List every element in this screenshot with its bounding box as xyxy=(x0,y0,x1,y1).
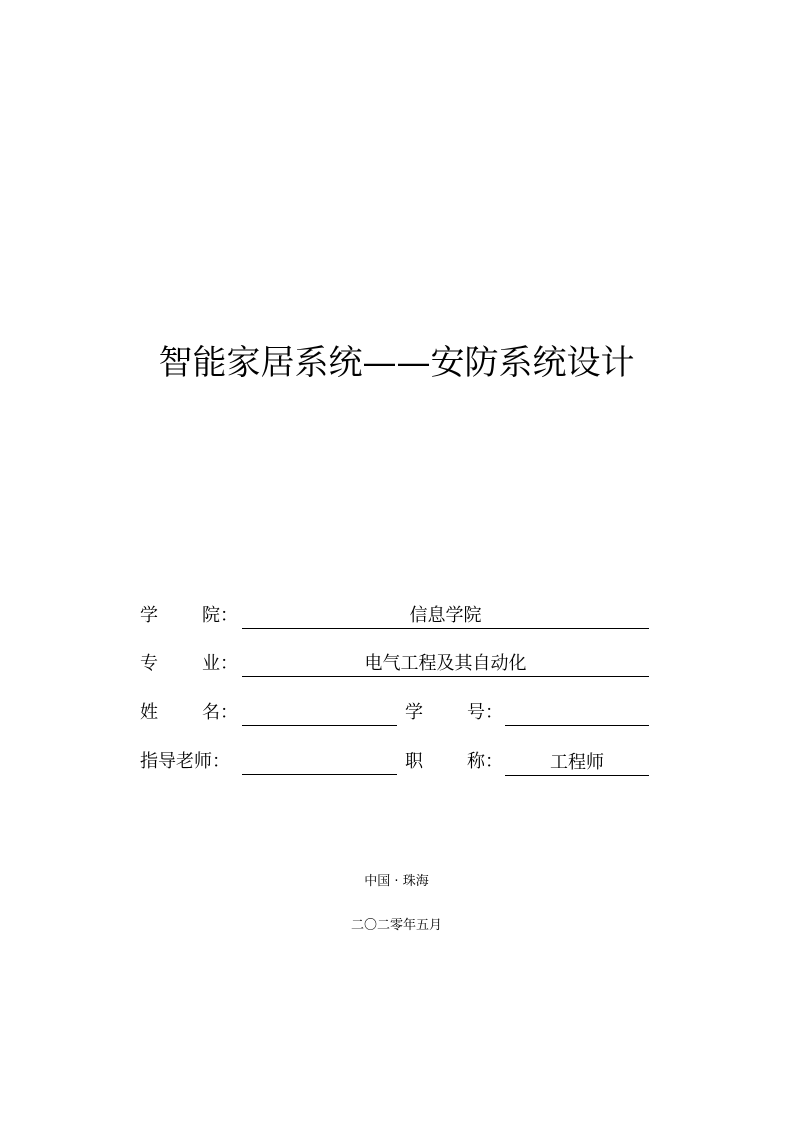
advisor-label: 指导老师： xyxy=(140,751,230,772)
student-id-field xyxy=(505,701,649,726)
college-label-second: 院： xyxy=(202,605,238,626)
advisor-field xyxy=(242,750,397,775)
date-text: 二〇二零年五月 xyxy=(350,918,442,933)
major-field: 电气工程及其自动化 xyxy=(242,652,649,677)
professional-title-label-second: 称： xyxy=(467,751,503,772)
college-label-first: 学 xyxy=(140,605,158,626)
name-label-first: 姓 xyxy=(140,702,158,723)
professional-title-label-first: 职 xyxy=(405,751,423,772)
name-field xyxy=(242,701,397,726)
student-id-label-second: 号： xyxy=(467,702,503,723)
college-field: 信息学院 xyxy=(242,604,649,629)
professional-title-field: 工程师 xyxy=(505,751,649,776)
location-text: 中国 · 珠海 xyxy=(364,874,429,889)
student-id-label-first: 学 xyxy=(405,702,423,723)
major-label-second: 业： xyxy=(202,653,238,674)
thesis-title: 智能家居系统——安防系统设计 xyxy=(158,343,635,383)
name-label-second: 名： xyxy=(202,702,238,723)
major-label-first: 专 xyxy=(140,653,158,674)
